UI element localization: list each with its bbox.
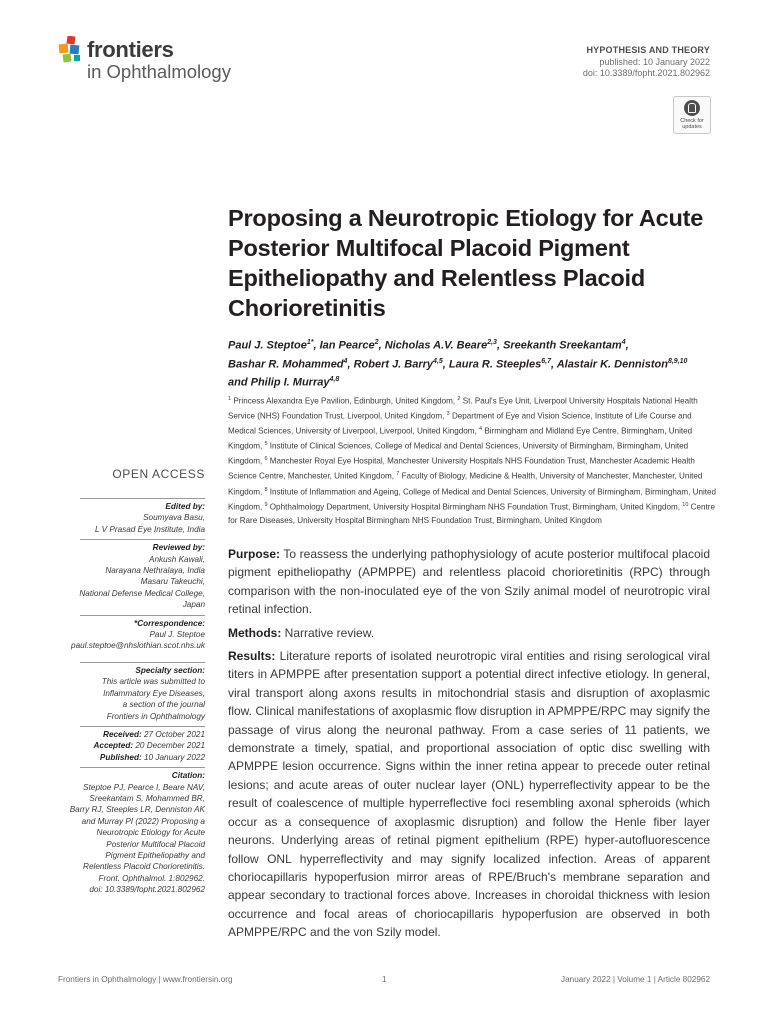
published-date: published: 10 January 2022 [599, 56, 710, 67]
reviewer-affiliation: Narayana Nethralaya, India [105, 566, 205, 576]
article-header-meta [583, 45, 710, 80]
affiliation: Faculty of Biology, Medicine & Health, University of Manchester, Manchester, United Kingdom, [228, 472, 703, 497]
footer-journal[interactable]: Frontiers in Ophthalmology | www.frontiersin.org [58, 975, 233, 984]
divider [80, 498, 205, 499]
citation-line: Relentless Placoid Chorioretinitis. [83, 862, 205, 872]
citation-line: Sreekantam S, Mohammed BR, [89, 793, 205, 803]
divider [80, 615, 205, 616]
article-doi[interactable]: doi: 10.3389/fopht.2021.802962 [582, 68, 710, 78]
author[interactable]: Ian Pearce [319, 339, 375, 352]
article-title: Proposing a Neurotropic Etiology for Acute Posterior Multifocal Placoid Pigment Epitheliopathy and Relentless Placoid Chorioretinitis [228, 205, 704, 321]
reviewer: Ankush Kawali, [149, 554, 205, 564]
check-for-updates-badge[interactable] [673, 96, 711, 134]
affiliation: Birmingham and Midland Eye Centre, Birmingham, United Kingdom, [228, 426, 693, 451]
correspondence-name: Paul J. Steptoe [149, 630, 205, 640]
citation-line: Front. Ophthalmol. 1:802962. [98, 873, 205, 883]
abstract-methods: Methods: Narrative review. [228, 625, 375, 640]
bookmark-icon [684, 100, 700, 116]
author[interactable]: Bashar R. Mohammed [228, 358, 344, 371]
reviewer-affiliation: Japan [182, 600, 205, 610]
abstract-results: Results: Literature reports of isolated neurotropic viral entities and rising serological viral titers in APMPPE after presentation support a potential direct infective etiology. In general, viral transport along axons results in mitochondrial stasis and disruption of axoplasmic flow. Clinical manifestations of axoplasmic flow disruption in APMPPE/RPC may signify the passage of virus along the neuronal pathway. From a case series of 11 patients, we demonstrate a timely, spatial, and proportional association of optic disc swelling with APMPPE lesion occurrence. Signs within the inner retina appear to precede outer retinal lesions; and acute areas of outer nuclear layer (ONL) hyperreflectivity appear to be the result of coalescence of multiple hyperreflective foci resembling axonal spheroids (which occur as a consequence of axoplasmic disruption) and follow the Henle fiber layer neurons. Underlying areas of retinal pigment epithelium (RPE) hyper-autofluorescence follow ONL hyperreflectivity and may signify localized infection. Areas of apparent choriocapillaris hypoperfusion mirror areas of RPE/Bruch's membrane separation and appear secondary to tractional forces above. Increases in choroidal thickness with lesion occurrence and focal areas of choriocapillaris hypoperfusion are observed in both APMPPE/RPC and the von Szily model. [228, 649, 711, 940]
sidebar-metadata [40, 494, 205, 896]
affiliation: Princess Alexandra Eye Pavilion, Edinburgh, United Kingdom, [233, 396, 456, 406]
citation-line: Barry RJ, Steeples LR, Denniston AK [69, 805, 205, 815]
affiliations: $^1$ Princess Alexandra Eye Pavilion, Edinburgh, United Kingdom, $^2$ St. Paul's Eye Unit, Liverpool University Hospitals National Health Service (NHS) Foundation Trust, Liverpool, United Kingdom, $^3$ Department of Eye and Vision Science, Institute of Life Course and Medical Sciences, University of Liverpool, Liverpool, United Kingdom, $^4$ Birmingham and Midland Eye Centre, Birmingham, United Kingdom, $^5$ Institute of Clinical Sciences, College of Medical and Dental Sciences, University of Birmingham, Birmingham, United Kingdom, $^6$ Manchester Royal Eye Hospital, Manchester University Hospitals NHS Foundation Trust, Manchester Academic Health Science Centre, Manchester, United Kingdom, $^7$ Faculty of Biology, Medicine & Health, University of Manchester, Manchester, United Kingdom, $^8$ Institute of Inflammation and Ageing, College of Medical and Dental Sciences, University of Birmingham, Birmingham, United Kingdom, $^9$ Ophthalmology Department, University Hospital Birmingham NHS Foundation Trust, Birmingham, United Kingdom, $^{10}$ Centre for Rare Diseases, University Hospital Birmingham NHS Foundation Trust, Birmingham, United Kingdom [228, 396, 717, 525]
open-access-label: OPEN ACCESS [112, 467, 205, 481]
specialty-text: Frontiers in Ophthalmology [106, 711, 205, 721]
author[interactable]: Paul J. Steptoe [228, 339, 307, 352]
author[interactable]: Sreekanth Sreekantam [503, 339, 622, 352]
citation-line: and Murray PI (2022) Proposing a [81, 816, 205, 826]
journal-logo[interactable] [58, 36, 258, 86]
logo-wordmark: frontiers [87, 37, 174, 62]
footer-article-info: January 2022 | Volume 1 | Article 802962 [561, 975, 710, 984]
correspondence-label: *Correspondence: [134, 618, 205, 628]
specialty-text: This article was submitted to [101, 677, 205, 687]
divider [80, 539, 205, 540]
affiliation: Institute of Inflammation and Ageing, College of Medical and Dental Sciences, University of Birmingham, Birmingham, United Kingdom, [228, 487, 717, 512]
editor-affiliation: L V Prasad Eye Institute, India [95, 524, 205, 534]
page-number: 1 [382, 975, 387, 984]
affiliation: Ophthalmology Department, University Hospital Birmingham NHS Foundation Trust, Birmingham, United Kingdom, [269, 502, 681, 512]
divider [80, 767, 205, 768]
author[interactable]: Philip I. Murray [250, 376, 330, 389]
editor: Soumyava Basu, [143, 513, 205, 523]
specialty-section-label: Specialty section: [135, 665, 205, 675]
reviewer-affiliation: National Defense Medical College, [79, 588, 205, 598]
author[interactable]: Laura R. Steeples [448, 358, 542, 371]
reviewed-by-label: Reviewed by: [152, 543, 205, 553]
accepted-date: Accepted: 20 December 2021 [93, 741, 205, 751]
edited-by-label: Edited by: [165, 502, 205, 511]
citation-label: Citation: [171, 771, 205, 781]
citation-line: Steptoe PJ, Pearce I, Beare NAV, [83, 782, 205, 792]
author[interactable]: Robert J. Barry [353, 358, 434, 371]
divider [80, 726, 205, 727]
citation-line: Pigment Epitheliopathy and [105, 850, 205, 860]
citation-doi[interactable]: doi: 10.3389/fopht.2021.802962 [89, 885, 205, 895]
badge-label: Check for updates [680, 118, 704, 130]
citation-line: Posterior Multifocal Placoid [106, 839, 205, 849]
specialty-text: a section of the journal [122, 700, 205, 710]
reviewer: Masaru Takeuchi, [140, 577, 205, 587]
logo-journal-name: in Ophthalmology [87, 61, 231, 82]
author-list: Paul J. Steptoe$^{1*}$, Ian Pearce$^2$, Nicholas A.V. Beare$^{2,3}$, Sreekanth Sreekantam$^4$, Bashar R. Mohammed$^4$, Robert J. Barry$^{4,5}$, Laura R. Steeples$^{6,7}$, Alastair K. Denniston$^{8,9,10}$ and Philip I. Murray$^{4,8}$ [228, 339, 688, 389]
citation-line: Neurotropic Etiology for Acute [96, 828, 205, 838]
affiliation: Institute of Clinical Sciences, College of Medical and Dental Sciences, University of Birmingham, Birmingham, United Kingdom, [228, 441, 689, 467]
affiliation: St. Paul's Eye Unit, Liverpool University Hospitals National Health Service (NHS) Foundation Trust, Liverpool, United Kingdom, [228, 396, 698, 421]
abstract [228, 545, 710, 947]
author[interactable]: Alastair K. Denniston [556, 358, 668, 371]
frontiers-logo-icon [58, 36, 84, 64]
specialty-text: Inflammatory Eye Diseases, [103, 688, 205, 698]
correspondence-email[interactable]: paul.steptoe@nhslothian.scot.nhs.uk [71, 641, 205, 651]
author[interactable]: Nicholas A.V. Beare [384, 339, 488, 352]
article-type: HYPOTHESIS AND THEORY [586, 45, 710, 55]
received-date: Received: 27 October 2021 [103, 729, 205, 739]
divider [80, 662, 205, 663]
abstract-purpose: Purpose: To reassess the underlying pathophysiology of acute posterior multifocal placoid pigment epitheliopathy (APMPPE) and relentless placoid chorioretinitis (RPC) through comparison with the non-inoculated eye of the von Szily animal model of neurotropic viral retinal infection. [228, 547, 710, 617]
affiliation: Centre for Rare Diseases, University Hospital Birmingham NHS Foundation Trust, Birmingham, United Kingdom [228, 502, 715, 525]
affiliation: Department of Eye and Vision Science, Institute of Life Course and Medical Sciences, University of Liverpool, Liverpool, United Kingdom, [228, 411, 692, 436]
affiliation: Manchester Royal Eye Hospital, Manchester University Hospitals NHS Foundation Trust, Manchester Academic Health Science Centre, Manchester, United Kingdom, [228, 457, 695, 482]
published-date-sidebar: Published: 10 January 2022 [99, 752, 205, 762]
